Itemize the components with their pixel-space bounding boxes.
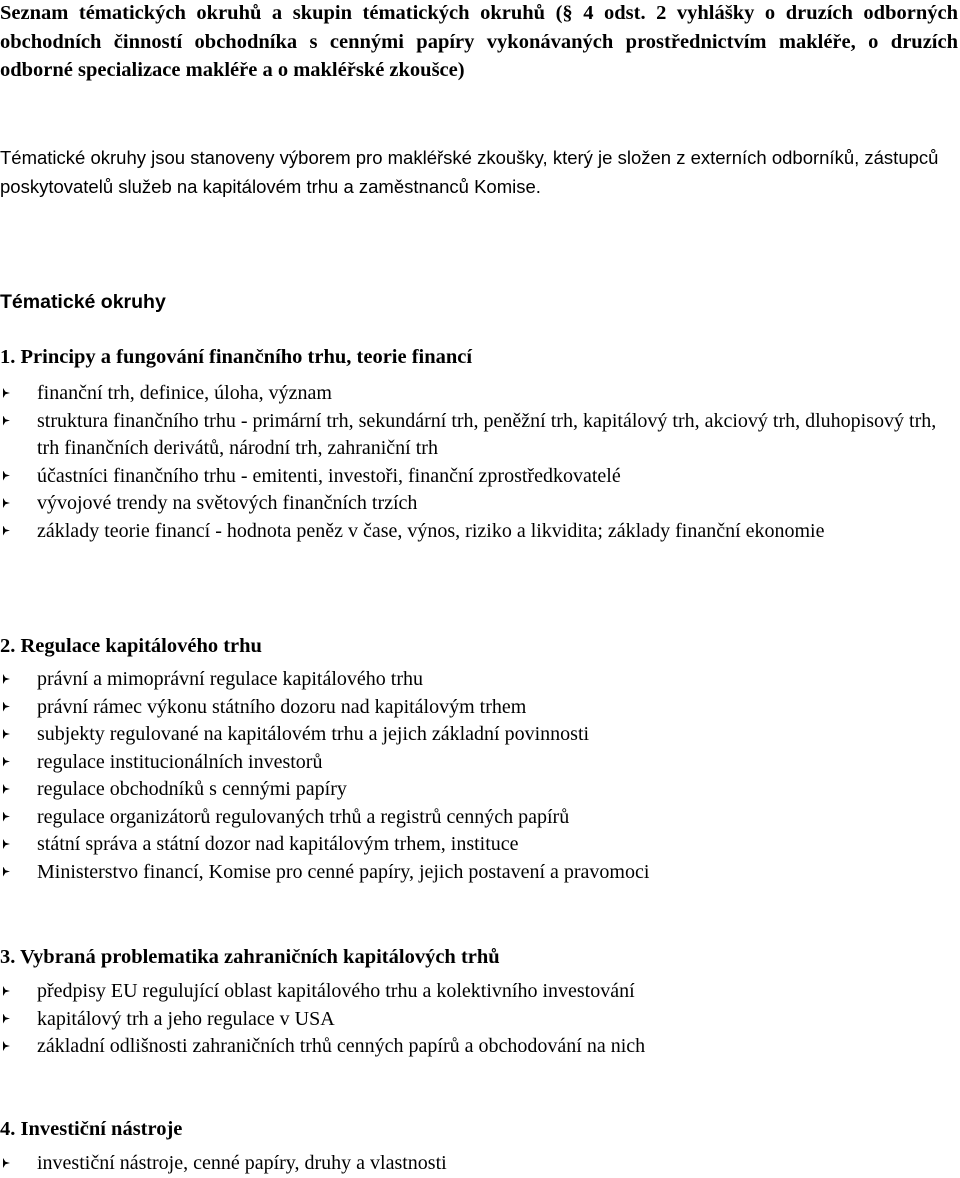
list-item-text: regulace obchodníků s cennými papíry bbox=[37, 778, 347, 800]
bullet-icon bbox=[3, 1158, 10, 1168]
bullet-icon bbox=[3, 986, 10, 996]
list-item-text: regulace organizátorů regulovaných trhů a registrů cenných papírů bbox=[37, 805, 570, 828]
list-item bbox=[0, 721, 958, 749]
bullet-icon bbox=[3, 416, 10, 426]
list-item bbox=[0, 380, 958, 408]
list-item bbox=[0, 776, 958, 804]
list-item bbox=[0, 831, 958, 859]
list-item-text: investiční nástroje, cenné papíry, druhy a vlastnosti bbox=[37, 1152, 447, 1174]
list-item-text: vývojové trendy na světových finančních trzích bbox=[37, 492, 418, 514]
section-heading-3: 3. Vybraná problematika zahraničních kapitálových trhů bbox=[0, 946, 500, 968]
list-item-text: Ministerstvo financí, Komise pro cenné papíry, jejich postavení a pravomoci bbox=[37, 860, 650, 883]
intro-paragraph: Tématické okruhy jsou stanoveny výborem pro makléřské zkoušky, který je složen z externích odborníků, zástupců poskytovatelů služeb na kapitálovém trhu a zaměstnanců Komise. bbox=[0, 147, 939, 197]
bullet-icon bbox=[3, 1014, 10, 1024]
list-item-text: státní správa a státní dozor nad kapitálovým trhem, instituce bbox=[37, 833, 519, 855]
list-item bbox=[0, 804, 958, 832]
bullet-icon bbox=[3, 784, 10, 794]
list-item bbox=[0, 1150, 958, 1178]
list-item-text: právní rámec výkonu státního dozoru nad kapitálovým trhem bbox=[37, 695, 527, 718]
section-list-2 bbox=[0, 666, 958, 886]
bullet-icon bbox=[3, 471, 10, 481]
bullet-icon bbox=[3, 498, 10, 508]
list-item bbox=[0, 1006, 958, 1034]
list-item-text: finanční trh, definice, úloha, význam bbox=[37, 382, 332, 404]
list-item bbox=[0, 518, 958, 546]
list-item bbox=[0, 978, 958, 1006]
section-heading-1: 1. Principy a fungování finančního trhu, teorie financí bbox=[0, 346, 473, 368]
list-item-text: základní odlišnosti zahraničních trhů cenných papírů a obchodování na nich bbox=[37, 1035, 646, 1057]
list-item-text: kapitálový trh a jeho regulace v USA bbox=[37, 1007, 335, 1030]
section-list-3 bbox=[0, 978, 958, 1061]
list-item bbox=[0, 463, 958, 491]
list-item-text: struktura finančního trhu - primární trh, sekundární trh, peněžní trh, kapitálový trh, akciový trh, dluhopisový trh, trh finančních derivátů, národní trh, zahraniční trh bbox=[37, 409, 937, 459]
list-item bbox=[0, 694, 958, 722]
list-item-text: subjekty regulované na kapitálovém trhu a jejich základní povinnosti bbox=[37, 723, 590, 745]
list-item bbox=[0, 490, 958, 518]
section-heading-2: 2. Regulace kapitálového trhu bbox=[0, 635, 262, 657]
bullet-icon bbox=[3, 839, 10, 849]
list-item-text: regulace institucionálních investorů bbox=[37, 750, 323, 773]
list-item bbox=[0, 1033, 958, 1061]
section-list-4 bbox=[0, 1150, 958, 1178]
list-item-text: základy teorie financí - hodnota peněz v čase, výnos, riziko a likvidita; základy finanční ekonomie bbox=[37, 519, 825, 542]
bullet-icon bbox=[3, 674, 10, 684]
bullet-icon bbox=[3, 757, 10, 767]
bullet-icon bbox=[3, 729, 10, 739]
list-item-text: právní a mimoprávní regulace kapitálového trhu bbox=[37, 668, 423, 690]
list-item bbox=[0, 749, 958, 777]
bullet-icon bbox=[3, 1041, 10, 1051]
bullet-icon bbox=[3, 526, 10, 536]
section-list-1 bbox=[0, 380, 958, 545]
document-title: Seznam tématických okruhů a skupin tématických okruhů (§ 4 odst. 2 vyhlášky o druzích odborných obchodních činností obchodníka s cennými papíry vykonávaných prostřednictvím makléře, o druzích odborné specializace makléře a o makléřské zkoušce) bbox=[0, 2, 958, 81]
list-item-text: předpisy EU regulující oblast kapitálového trhu a kolektivního investování bbox=[37, 980, 635, 1002]
bullet-icon bbox=[3, 812, 10, 822]
list-item bbox=[0, 859, 958, 887]
bullet-icon bbox=[3, 867, 10, 877]
list-item bbox=[0, 666, 958, 694]
bullet-icon bbox=[3, 388, 10, 398]
bullet-icon bbox=[3, 702, 10, 712]
topics-label: Tématické okruhy bbox=[0, 291, 166, 313]
list-item bbox=[0, 408, 958, 463]
section-heading-4: 4. Investiční nástroje bbox=[0, 1118, 183, 1140]
list-item-text: účastníci finančního trhu - emitenti, investoři, finanční zprostředkovatelé bbox=[37, 464, 621, 487]
